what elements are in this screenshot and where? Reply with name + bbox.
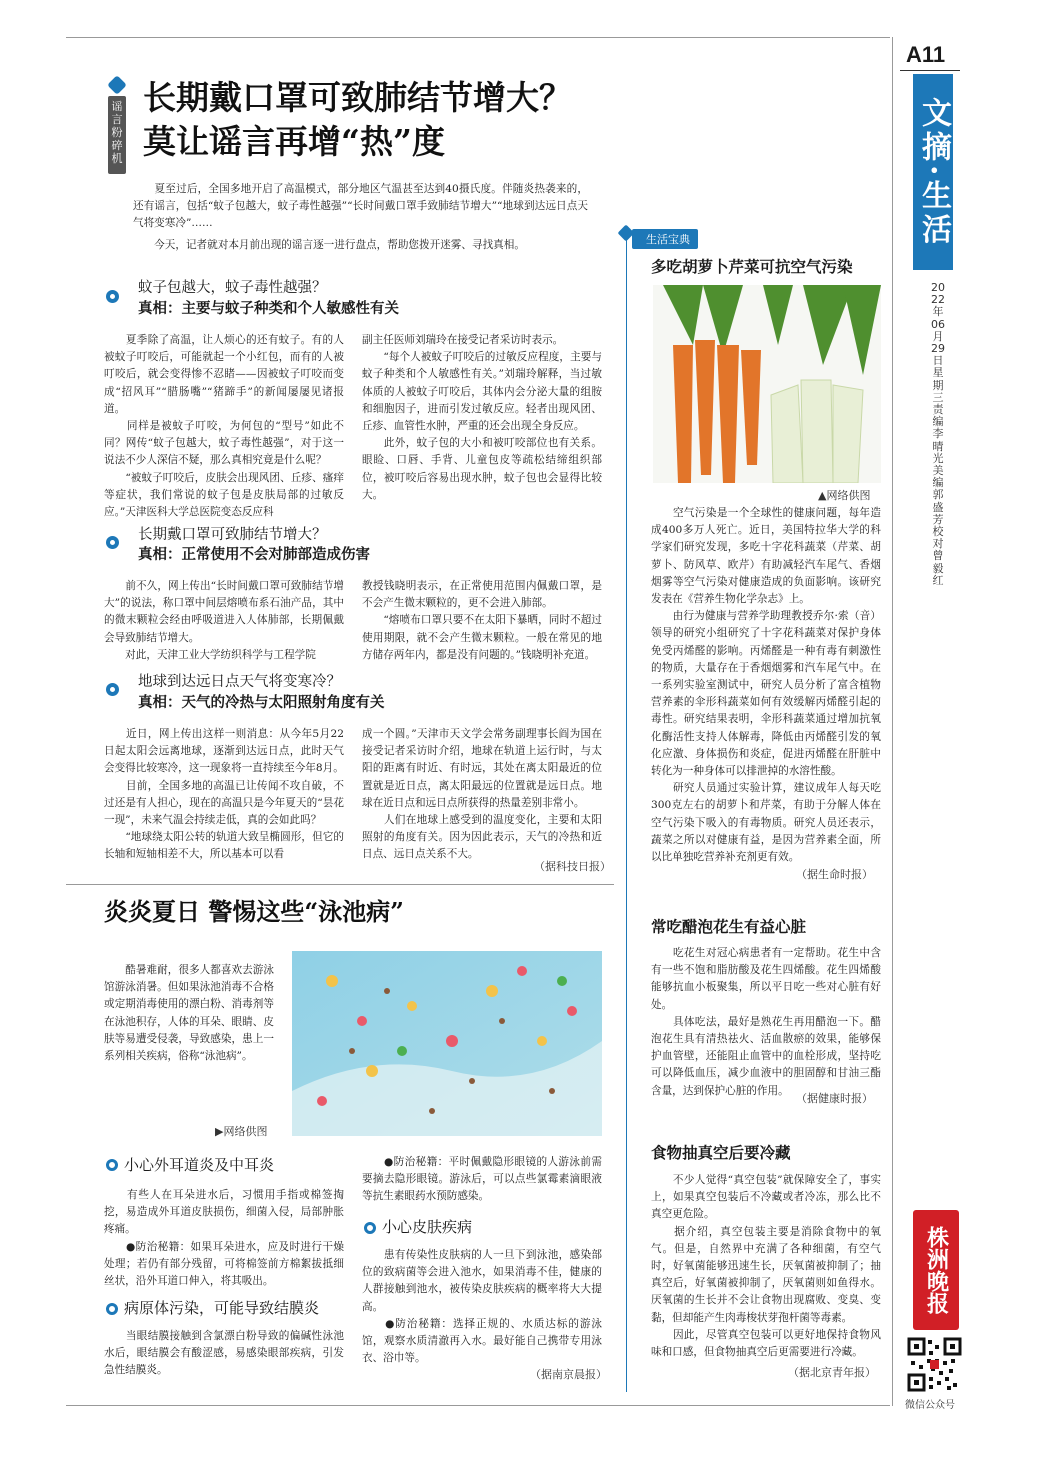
q1-answer: 真相：主要与蚊子种类和个人敏感性有关 [138,301,399,317]
q1-column-1: 夏季除了高温，让人烦心的还有蚊子。有的人被蚊子叮咬后，可能就起一个小红包，而有的人被叮咬后，就会变得惨不忍睹——因被蚊子叮咬而变成“招风耳”“腊肠嘴”“猪蹄手”的新闻屡屡见诸报道。 同样是被蚊子叮咬，为何包的“型号”如此不同？网传“蚊子包越大，蚊子毒性越强”，对于这一说法不少人深信不疑，那么真相究竟是什么呢？ “被蚊子叮咬后，皮肤会出现风团、丘疹、瘙痒等症状，我们常说的蚊子包是皮肤局部的过敏反应。”天津医科大学总医院变态反应科 [104,334,344,519]
bullet-ring-icon [106,1159,118,1171]
dateline: 2022年06月29日 星期三 责编李晴光 美编郭盛芳 校对曾毅红 [931,281,945,587]
lead-paragraph-2: 今天，记者就对本月前出现的谣言逐一进行盘点，帮助您拨开迷雾、寻找真相。 [133,239,525,251]
pool-source: （据南京晨报） [530,1368,607,1381]
newspaper-logo [913,1210,959,1330]
q3-column-1: 近日，网上传出这样一则消息：从今年5月22日起太阳会远离地球，逐渐到达远日点，此时天气会变得比较寒冷，这一现象将一直持续至今年8月。 目前，全国多地的高温已让传闻不攻自破，不过还是有人担心，现在的高温只是今年夏天的“昙花一现”，未来气温会持续走低，真的会如此吗？ “地球绕太阳公转的轨道大致呈椭圆形，但它的长轴和短轴相差不大，所以基本可以看 [104,728,344,861]
bullet-ring-icon [106,536,119,549]
qr-code-icon[interactable] [907,1337,962,1392]
pool-s4-body: 患有传染性皮肤病的人一旦下到泳池，感染部位的致病菌等会进入池水，如果消毒不佳，健康的人群接触到池水，被传染皮肤疾病的概率将大大提高。 ●防治秘籍：选择正规的、水质达标的游泳馆，观察水质清澈再入水。最好能自己携带专用泳衣、浴巾等。 [362,1249,602,1365]
page-number: A11 [906,42,946,67]
main-title-line2: 莫让谣言再增“热”度 [143,122,445,161]
bullet-ring-icon [106,1303,118,1315]
pool-s1-body: 有些人在耳朵进水后，习惯用手指或棉签掏挖，易造成外耳道皮肤损伤，细菌入侵，局部肿胀疼痛。 ●防治秘籍：如果耳朵进水，应及时进行干燥处理；若仍有部分残留，可将棉签前方棉絮拔抵细丝状，沿外耳道口伸入，将其吸出。 [104,1189,344,1288]
sidebar-a1-title: 多吃胡萝卜芹菜可抗空气污染 [651,259,853,276]
pool-s2-title: 病原体污染，可能导致结膜炎 [124,1300,320,1317]
rumor-tag [108,96,126,174]
q2-answer: 真相：正常使用不会对肺部造成伤害 [138,547,370,563]
sidebar-a1-body: 空气污染是一个全球性的健康问题，每年造成400多万人死亡。近日，美国特拉华大学的科学家们研究发现，多吃十字花科蔬菜（芹菜、胡萝卜、防风草、欧芹）有助减轻汽车尾气、香烟烟雾等空气污染对健康造成的负面影响。该研究发表在《营养生物化学杂志》上。 由行为健康与营养学助理教授乔尔·索（音）领导的研究小组研究了十字花科蔬菜对保护身体免受丙烯醛的影响。丙烯醛是一种有毒有刺激性的物质，大量存在于香烟烟雾和汽车尾气中。在一系列实验室测试中，研究人员分析了富含植物营养素的伞形科蔬菜如何有效缓解丙烯醛引起的毒性。研究结果表明，伞形科蔬菜通过增加抗氧化酶活性支持人体解毒，降低由丙烯醛引发的氧化应激、身体损伤和炎症，促进丙烯醛在肝脏中转化为一种身体可以排泄掉的水溶性酸。 研究人员通过实验计算，建议成年人每天吃300克左右的胡萝卜和芹菜，有助于分解人体在空气污染下吸入的有毒物质。研究人员还表示，蔬菜之所以对健康有益，是因为营养素全面，所以比单独吃营养补充剂更有效。 [651,507,881,864]
sidebar-a1-source: （据生命时报） [796,868,873,881]
q3-answer: 真相：天气的冷热与太阳照射角度有关 [138,695,385,711]
sidebar-pill: 生活宝典 [632,229,698,249]
bullet-ring-icon [364,1222,376,1234]
q3-column-2: 成一个圆。”天津市天文学会常务副理事长阎为国在接受记者采访时介绍，地球在轨道上运行时，与太阳的距离有时近、有时远，其处在离太阳最近的位置就是近日点，离太阳最远的位置就是远日点。地球在近日点和远日点所获得的热量差别非常小。 人们在地球上感受到的温度变化，主要和太阳照射的角度有关。因为因此表示，天气的冷热和近日点、远日点关系不大。 [362,728,602,861]
logo-text: 株洲晚报 [923,1226,950,1314]
sidebar-a3-body: 不少人觉得“真空包装”就保障安全了，事实上，如果真空包装后不冷藏或者冷冻，那么比不真空更危险。 据介绍，真空包装主要是消除食物中的氧气。但是，自然界中充满了各种细菌，有空气时，好氧菌能够迅速生长，厌氧菌被抑制了；抽真空后，好氧菌被抑制了，厌氧菌则如鱼得水。厌氧菌的生长并不会让食物出现腐败、变臭、变黏，但却能产生肉毒梭状芽孢杆菌等毒素。 因此，尽管真空包装可以更好地保持食物风味和口感，但食物抽真空后更需要进行冷藏。 [651,1174,881,1359]
sidebar-a1-photo-credit: ▲网络供图 [818,489,871,502]
qr-caption: 微信公众号 [905,1400,955,1411]
sidebar-a2-title: 常吃醋泡花生有益心脏 [651,919,807,936]
pool-s2-body: 当眼结膜接触到含氯漂白粉导致的偏碱性泳池水后，眼结膜会有酸涩感，易感染眼部疾病，引发急性结膜炎。 [104,1330,344,1377]
pool-s3-prevent: ●防治秘籍：平时佩戴隐形眼镜的人游泳前需要摘去隐形眼镜。游泳后，可以点些氯霉素滴眼液等抗生素眼药水预防感染。 [362,1156,602,1203]
pool-title: 炎炎夏日 警惕这些“泳池病” [104,897,404,926]
q2-column-1: 前不久，网上传出“长时间戴口罩可致肺结节增大”的说法，称口罩中间层熔喷布系石油产品，其中的微末颗粒会经由呼吸道进入人体肺部，长期佩戴会导致肺结节增大。 对此，天津工业大学纺织科学与工程学院 [104,580,344,661]
lead-paragraph: 夏至过后，全国多地开启了高温模式，部分地区气温甚至达到40摄氏度。伴随炎热袭来的，还有谣言，包括“蚊子包越大，蚊子毒性越强”“长时间戴口罩手致肺结节增大”“地球到达远日点天气将变寒冷”…… [133,183,588,230]
q1-question: 蚊子包越大，蚊子毒性越强？ [138,280,327,296]
pool-s1-title: 小心外耳道炎及中耳炎 [124,1157,275,1174]
sidebar-a3-title: 食物抽真空后要冷藏 [651,1145,791,1162]
pool-photo-credit: ▶网络供图 [215,1125,268,1138]
section-text: 文摘·生活 [916,96,951,248]
pool-s4-title: 小心皮肤疾病 [382,1219,473,1236]
q3-question: 地球到达远日点天气将变寒冷？ [138,674,341,690]
pool-intro: 酷暑难耐，很多人都喜欢去游泳馆游泳消暑。但如果泳池消毒不合格或定期消毒使用的漂白粉、消毒剂等在泳池积存，人体的耳朵、眼睛、皮肤等易遭受侵袭，导致感染，患上一系列相关疾病，俗称“泳池病”。 [104,964,274,1063]
bullet-ring-icon [106,290,119,303]
main-title [143,76,743,164]
section-label [913,74,953,270]
carrot-celery-photo [653,285,881,483]
rumor-tag-text: 谣言粉碎机 [111,100,123,165]
pool-photo [292,951,602,1136]
q2-question: 长期戴口罩可致肺结节增大？ [138,527,327,543]
sidebar-a2-source: （据健康时报） [796,1092,873,1105]
q3-source: （据科技日报） [534,860,611,873]
sidebar-a3-source: （据北京青年报） [788,1366,876,1379]
sidebar-a2-body: 吃花生对冠心病患者有一定帮助。花生中含有一些不饱和脂肪酸及花生四烯酸。花生四烯酸能够抗血小板聚集，所以平日吃一些对心脏有好处。 具体吃法，最好是熟花生再用醋泡一下。醋泡花生具有清热祛火、活血散瘀的效果，能够保护血管壁，还能阻止血管中的血栓形成，坚持吃可以降低血压，减少血液中的胆固醇和甘油三酯含量，达到保护心脏的作用。 [651,947,881,1097]
bullet-ring-icon [106,683,119,696]
main-title-line1: 长期戴口罩可致肺结节增大？ [143,78,572,117]
pencil-icon [107,75,127,95]
q1-column-2: 副主任医师刘瑞玲在接受记者采访时表示。 “每个人被蚊子叮咬后的过敏反应程度，主要与蚊子种类和个人敏感性有关。”刘瑞玲解释，当过敏体质的人被蚊子叮咬后，其体内会分泌大量的组胺和细胞因子，进而引发过敏反应。轻者出现风团、丘疹、血管性水肿，严重的还会出现全身反应。 此外，蚊子包的大小和被叮咬部位也有关系。眼睑、口唇、手背、儿童包皮等疏松结缔组织部位，被叮咬后容易出现水肿，蚊子包也会显得比较大。 [362,334,602,501]
q2-column-2: 教授钱晓明表示，在正常使用范围内佩戴口罩，是不会产生微末颗粒的，更不会进入肺部。 “熔喷布口罩只要不在太阳下暴晒，同时不超过使用期限，就不会产生微末颗粒。一般在常见的地方储存两年内，都是没有问题的。”钱晓明补充道。 [362,580,602,661]
